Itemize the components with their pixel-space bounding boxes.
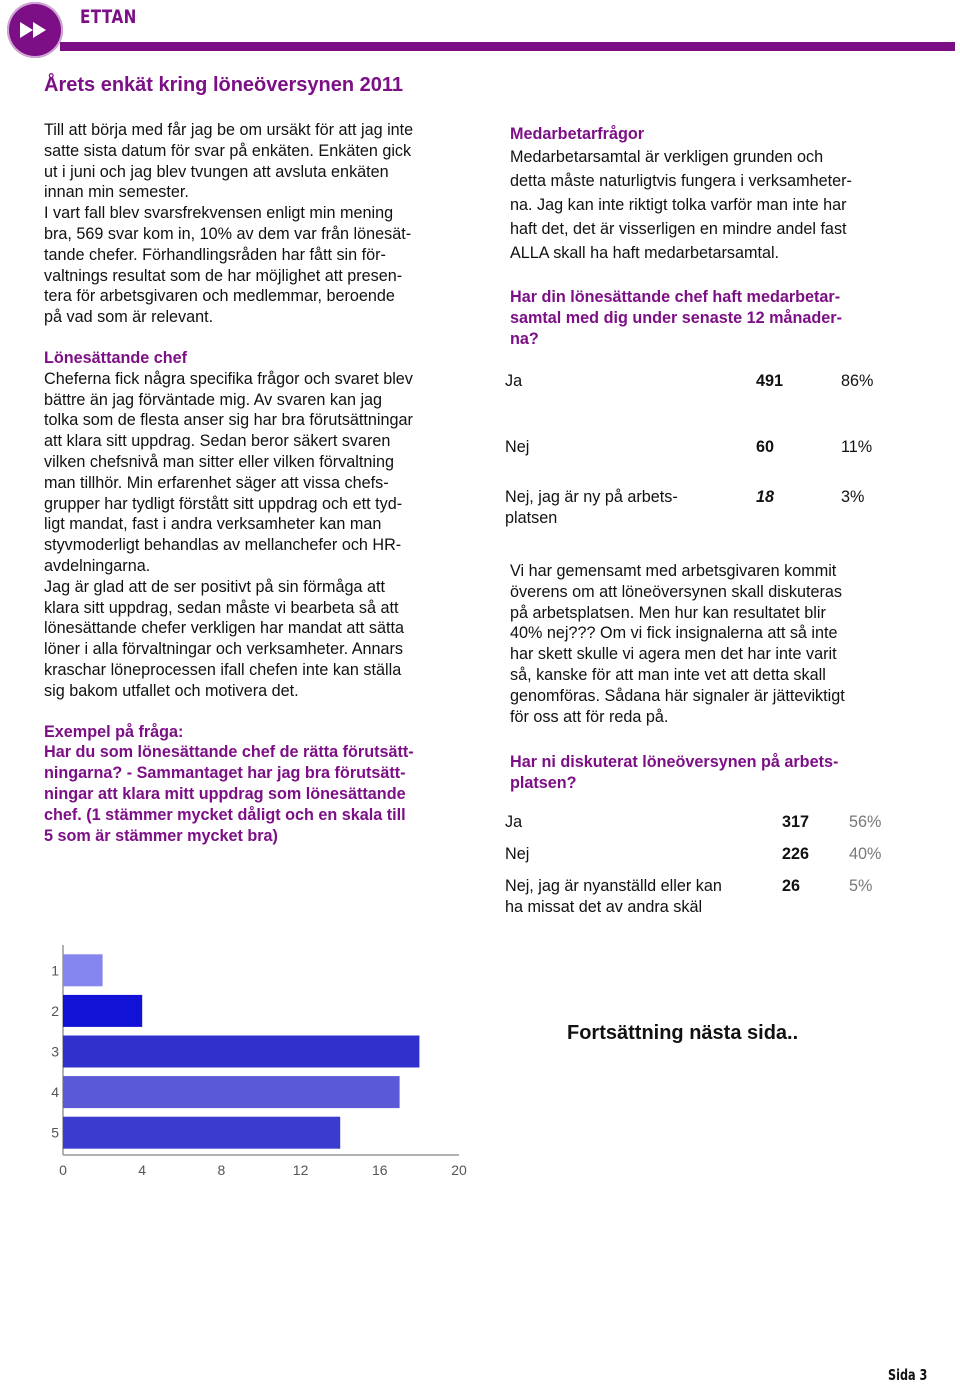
- body-2-line: så, kanske för att man inte vet att detta skall: [510, 665, 826, 684]
- chef-body-line: Jag är glad att de ser positivt på sin förmåga att: [44, 577, 386, 596]
- result-label: Nej: [505, 845, 530, 863]
- question-2-text: [510, 752, 910, 794]
- chef-body-line: Cheferna fick några specifika frågor och svaret blev: [44, 369, 413, 388]
- result-count: 60: [756, 438, 775, 456]
- y-tick-label: 1: [51, 962, 59, 979]
- body-2-line: för oss att för reda på.: [510, 707, 669, 726]
- body-2-line: på arbetsplatsen. Men hur kan resultatet blir: [510, 603, 826, 622]
- intro-line: tera för arbetsgivaren och medlemmar, beroende: [44, 287, 395, 306]
- intro-line: I vart fall blev svarsfrekvensen enligt min mening: [44, 204, 394, 223]
- body-2-line: har skett skulle vi agera men det har inte varit: [510, 645, 837, 664]
- chef-body-line: styvmoderligt behandlas av mellanchefer och HR-: [44, 536, 402, 555]
- medarbetar-body-line: Medarbetarsamtal är verkligen grunden och: [510, 147, 824, 166]
- example-body-line: ningarna? - Sammantaget har jag bra förutsätt-: [44, 764, 406, 783]
- medarbetar-body-line: ALLA skall ha haft medarbetarsamtal.: [510, 243, 780, 262]
- chef-body-line: lönesättande chefer verkligen har mandat att sätta: [44, 619, 404, 638]
- intro-line: innan min semester.: [44, 183, 189, 202]
- chef-body-line: grupper har tydligt förstått sitt uppdrag och ett tyd-: [44, 494, 403, 513]
- x-tick-label: 0: [59, 1162, 67, 1178]
- chef-body-line: vilken chefsnivå man sitter eller vilken förvaltning: [44, 452, 394, 471]
- intro-text: [44, 120, 474, 328]
- result-percent: 11%: [841, 438, 873, 456]
- question-2-line: Har ni diskuterat löneöversynen på arbets-: [510, 753, 839, 771]
- result-label: Ja: [505, 813, 523, 831]
- result-percent: 56%: [849, 813, 882, 831]
- intro-line: bra, 569 svar kom in, 10% av dem var från lönesät-: [44, 224, 412, 243]
- chef-body-line: sig bakom utfallet och motivera det.: [44, 681, 299, 700]
- example-body-line: ningar att klara mitt uppdrag som lönesättande: [44, 784, 406, 803]
- result-percent: 86%: [841, 372, 874, 390]
- intro-line: tande chefer. Förhandlingsråden har fått sin för-: [44, 245, 386, 264]
- result-percent: 40%: [849, 845, 882, 863]
- chef-body-line: löner i alla förvaltningar och verksamheter. Annars: [44, 640, 404, 659]
- y-tick-label: 2: [51, 1002, 59, 1019]
- example-body-line: Har du som lönesättande chef de rätta förutsätt-: [44, 743, 414, 762]
- medarbetar-body-line: haft det, det är visserligen en mindre andel fast: [510, 219, 847, 238]
- bar: [63, 1076, 400, 1108]
- question-1-line: na?: [510, 329, 539, 348]
- bar: [63, 954, 103, 986]
- page-number: Sida 3: [888, 1366, 928, 1384]
- y-tick-label: 4: [51, 1084, 59, 1101]
- chef-body: [44, 369, 474, 702]
- body-2: [510, 561, 910, 727]
- brand-name: ETTAN: [80, 6, 137, 28]
- intro-line: ut i juni och jag blev tvungen att avsluta enkäten: [44, 162, 389, 181]
- chef-body-line: kraschar löneprocessen ifall chefen inte kan ställa: [44, 660, 402, 679]
- example-body-line: 5 som är stämmer mycket bra): [44, 826, 278, 845]
- y-tick-label: 5: [51, 1124, 59, 1141]
- header-bar: [60, 42, 955, 51]
- question-2: [510, 752, 910, 794]
- x-tick-label: 8: [217, 1162, 226, 1178]
- chef-body-line: tolka som de flesta anser sig har bra förutsättningar: [44, 411, 413, 430]
- result-count: 26: [782, 877, 801, 895]
- x-tick-label: 16: [372, 1162, 388, 1178]
- chef-body-line: ligt mandat, fast i andra verksamheter kan man: [44, 515, 382, 534]
- example-body-line: chef. (1 stämmer mycket dåligt och en skala till: [44, 805, 406, 824]
- bar: [63, 1036, 419, 1068]
- medarbetar-body-line: na. Jag kan inte riktigt tolka varför man inte har: [510, 195, 847, 214]
- chef-body-line: klara sitt uppdrag, sedan måste vi bearbeta så att: [44, 598, 399, 617]
- medarbetar-body-line: detta måste naturligtvis fungera i verksamheter-: [510, 171, 852, 190]
- x-tick-label: 4: [138, 1162, 147, 1178]
- result-label: Nej, jag är ny på arbets- platsen: [505, 488, 678, 527]
- question-2-line: platsen?: [510, 773, 577, 792]
- body-2-line: överens om att löneöversynen skall diskuteras: [510, 582, 843, 601]
- left-column: [44, 120, 474, 846]
- result-percent: 3%: [841, 488, 865, 506]
- question-1-line: samtal med dig under senaste 12 månader-: [510, 308, 842, 327]
- intro-line: Till att börja med får jag be om ursäkt för att jag inte: [44, 121, 414, 139]
- continued-note: Fortsättning nästa sida..: [567, 1022, 799, 1044]
- chef-body-line: bättre än jag förväntade mig. Av svaren kan jag: [44, 390, 383, 409]
- result-label: Nej: [505, 438, 530, 456]
- body-2-line: 40% nej??? Om vi fick insignalerna att så inte: [510, 624, 838, 643]
- rating-bar-chart: [40, 945, 480, 1185]
- bar: [63, 995, 142, 1027]
- y-tick-label: 3: [51, 1043, 59, 1060]
- result-count: 317: [782, 813, 810, 831]
- chef-body-line: avdelningarna.: [44, 556, 151, 575]
- result-percent: 5%: [849, 877, 873, 895]
- intro-line: satte sista datum för svar på enkäten. Enkäten gick: [44, 141, 412, 160]
- medarbetar-body: [510, 145, 910, 265]
- result-label: Ja: [505, 372, 523, 390]
- result-count: 491: [756, 372, 784, 390]
- result-label: Nej, jag är nyanställd eller kan ha missat det av andra skäl: [505, 877, 722, 916]
- chef-body-line: att klara sitt uppdrag. Sedan beror säkert svaren: [44, 432, 391, 451]
- x-tick-label: 20: [451, 1162, 467, 1178]
- question-1: [510, 287, 910, 349]
- medarbetar-heading: Medarbetarfrågor: [510, 125, 645, 143]
- question-1-line: Har din lönesättande chef haft medarbetar-: [510, 288, 841, 306]
- bar: [63, 1117, 340, 1149]
- result-count: 18: [756, 488, 775, 506]
- intro-line: på vad som är relevant.: [44, 308, 214, 327]
- x-tick-label: 12: [292, 1162, 309, 1178]
- body-2-line: genomföras. Sådana här signaler är jätteviktigt: [510, 686, 845, 705]
- right-column: [510, 124, 910, 265]
- chef-body-line: man tillhör. Min erfarenhet säger att vissa chefs-: [44, 473, 389, 492]
- question-1-text: [510, 287, 910, 349]
- page-title: Årets enkät kring löneöversynen 2011: [44, 74, 404, 96]
- example-body: [44, 742, 474, 846]
- chef-heading: Lönesättande chef: [44, 348, 188, 367]
- fast-forward-logo-icon: [7, 2, 63, 58]
- example-heading: Exempel på fråga:: [44, 722, 184, 741]
- body-2-line: Vi har gemensamt med arbetsgivaren kommit: [510, 562, 837, 580]
- intro-line: valtnings resultat som de har möjlighet att presen-: [44, 266, 403, 285]
- body-2-text: [510, 561, 910, 727]
- result-count: 226: [782, 845, 810, 863]
